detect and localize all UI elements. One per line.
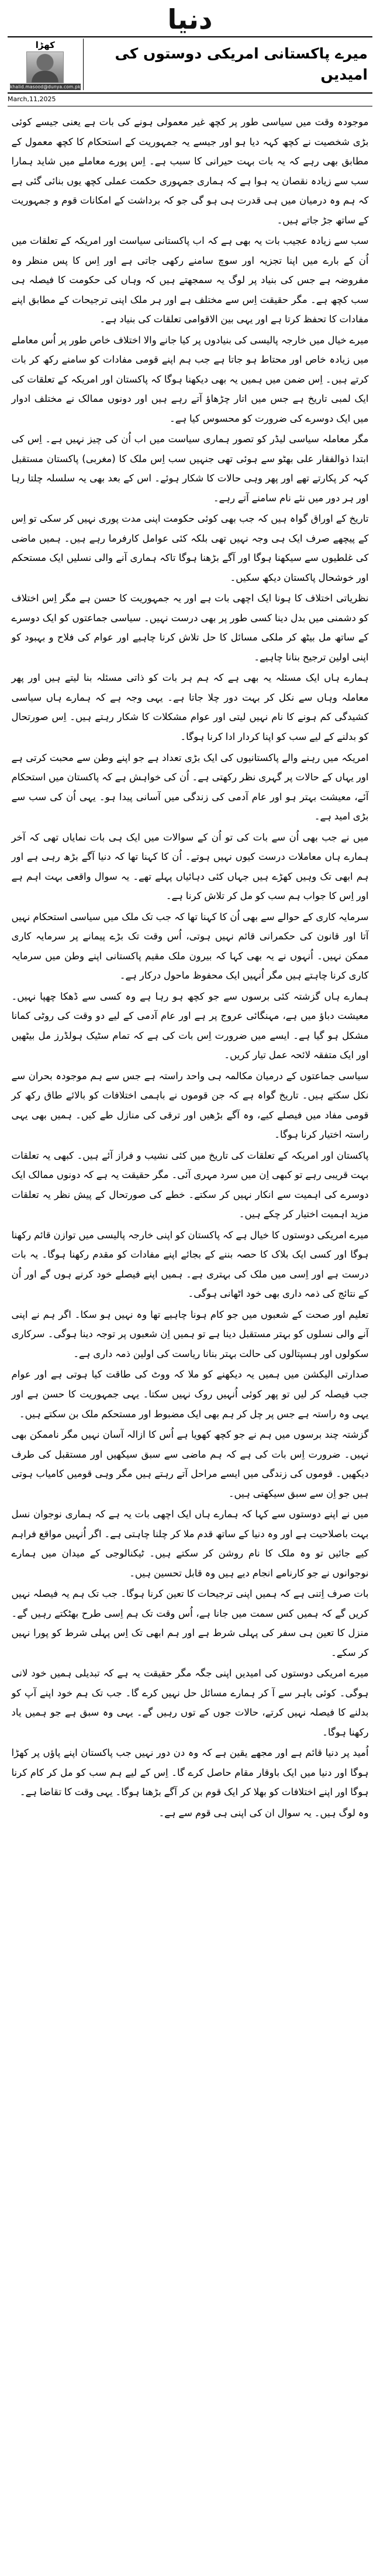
author-block [8,39,84,90]
article-header [8,39,372,94]
headline-wrap [84,39,372,90]
paragraph: میں نے جب بھی اُن سے بات کی تو اُن کے سوالات میں ایک ہی بات نمایاں تھی کہ آخر ہمارے ہاں معاملات درست کیوں نہیں ہوتے۔ اُن کا کہنا تھا کہ دنیا آگے بڑھ رہی ہے اور ہم ابھی تک وہیں کھڑے ہیں جہاں کئی دہائیاں پہلے تھے۔ یہ سوال واقعی بہت اہم ہے اور اِس کا جواب ہم سب کو مل کر تلاش کرنا ہے۔ [11,831,369,902]
paragraph: تعلیم اور صحت کے شعبوں میں جو کام ہونا چاہیے تھا وہ نہیں ہو سکا۔ اگر ہم نے اپنی آنے والی نسلوں کو بہتر مستقبل دینا ہے تو ہمیں اِن شعبوں پر توجہ دینا ہوگی۔ سرکاری سکولوں اور ہسپتالوں کی حالت بہتر بنانا ریاست کی اولین ذمہ داری ہے۔ [11,1308,369,1359]
article-date: March,11,2025 [8,95,56,103]
paragraph: میں نے اپنے دوستوں سے کہا کہ ہمارے ہاں ایک اچھی بات یہ ہے کہ ہماری نوجوان نسل بہت باصلاحیت ہے اور وہ دنیا کے ساتھ قدم ملا کر چلنا چاہتی ہے۔ اگر اُنہیں مواقع فراہم کیے جائیں تو وہ ملک کا نام روشن کر سکتے ہیں۔ ٹیکنالوجی کے میدان میں ہمارے نوجوانوں نے جو کارنامے انجام دیے ہیں وہ قابل تحسین ہیں۔ [11,1509,369,1579]
avatar [26,51,64,83]
paragraph: میرے امریکی دوستوں کی امیدیں اپنی جگہ مگر حقیقت یہ ہے کہ تبدیلی ہمیں خود لانی ہوگی۔ کوئی باہر سے آ کر ہمارے مسائل حل نہیں کرے گا۔ جب تک ہم خود اپنے آپ کو بدلنے کا فیصلہ نہیں کرتے، حالات جوں کے توں رہیں گے۔ یہی وہ سبق ہے جو ہمیں یاد رکھنا ہوگا۔ [11,1668,369,1738]
masthead-divider [8,36,372,37]
masthead-logo-icon: دنیا [167,4,213,35]
paragraph: سرمایہ کاری کے حوالے سے بھی اُن کا کہنا تھا کہ جب تک ملک میں سیاسی استحکام نہیں آتا اور قانون کی حکمرانی قائم نہیں ہوتی، اُس وقت تک بڑے پیمانے پر سرمایہ کاری ممکن نہیں۔ اُنہوں نے یہ بھی کہا کہ بیرون ملک مقیم پاکستانی اپنے وطن میں سرمایہ کاری کرنا چاہتے ہیں مگر اُنہیں ایک محفوظ ماحول درکار ہے۔ [11,911,369,982]
page-title: میرے پاکستانی امریکی دوستوں کی امیدیں [115,44,368,83]
masthead [0,0,380,39]
paragraph: اُمید پر دنیا قائم ہے اور مجھے یقین ہے کہ وہ دن دور نہیں جب پاکستان اپنے پاؤں پر کھڑا ہوگا اور دنیا میں ایک باوقار مقام حاصل کرے گا۔ اِس کے لیے ہم سب کو مل کر کام کرنا ہوگا اور اپنے اختلافات کو بھلا کر ایک قوم بن کر آگے بڑھنا ہوگا۔ یہی وقت کا تقاضا ہے۔ [11,1747,369,1798]
closing-line: وہ لوگ ہیں۔ یہ سوال ان کی اپنی ہی قوم سے ہے۔ [158,1807,369,1819]
column-kicker: کھڑا [35,40,55,50]
paragraph: امریکہ میں رہنے والے پاکستانیوں کی ایک بڑی تعداد ہے جو اپنے وطن سے محبت کرتی ہے اور یہاں کے حالات پر گہری نظر رکھتی ہے۔ اُن کی خواہش ہے کہ پاکستان میں استحکام آئے، معیشت بہتر ہو اور عام آدمی کی زندگی میں آسانی پیدا ہو۔ یہی اُن کی سب سے بڑی امید ہے۔ [11,752,369,822]
paragraph: پاکستان اور امریکہ کے تعلقات کی تاریخ میں کئی نشیب و فراز آئے ہیں۔ کبھی یہ تعلقات بہت قریبی رہے تو کبھی اِن میں سرد مہری آئی۔ مگر حقیقت یہ ہے کہ دونوں ممالک ایک دوسرے کی اہمیت سے انکار نہیں کر سکتے۔ خطے کی صورتحال کے پیش نظر یہ تعلقات مزید اہمیت اختیار کر چکے ہیں۔ [11,1149,369,1220]
paragraph: نظریاتی اختلاف کا ہونا ایک اچھی بات ہے اور یہ جمہوریت کا حسن ہے مگر اِس اختلاف کو دشمنی میں بدل دینا کسی طور پر بھی درست نہیں۔ سیاسی جماعتوں کو ایک دوسرے کے ساتھ مل بیٹھ کر ملکی مسائل کا حل تلاش کرنا چاہیے اور عوام کی فلاح و بہبود کو اپنی اولین ترجیح بنانا چاہیے۔ [11,593,369,663]
paragraph: میرے خیال میں خارجہ پالیسی کی بنیادوں پر کیا جانے والا اختلاف خاص طور پر اُس معاملے میں زیادہ خاص اور محتاط ہو جاتا ہے جب ہم اپنے قومی مفادات کو سامنے رکھ کر بات کرتے ہیں۔ اِس ضمن میں ہمیں یہ بھی دیکھنا ہوگا کہ پاکستان اور امریکہ کے تعلقات کی ایک لمبی تاریخ ہے جس میں اتار چڑھاؤ آتے رہے ہیں اور دونوں ممالک نے مختلف ادوار میں ایک دوسرے کی ضرورت کو محسوس کیا ہے۔ [11,334,369,424]
paragraph: ہمارے ہاں ایک مسئلہ یہ بھی ہے کہ ہم ہر بات کو ذاتی مسئلہ بنا لیتے ہیں اور پھر معاملہ وہاں سے نکل کر بہت دور چلا جاتا ہے۔ یہی وجہ ہے کہ ہمارے ہاں سیاسی کشیدگی کم ہونے کا نام نہیں لیتی اور عوام مشکلات کا شکار رہتے ہیں۔ اِس صورتحال کو بدلنے کے لیے سب کو اپنا کردار ادا کرنا ہوگا۔ [11,672,369,742]
paragraph: موجودہ وقت میں سیاسی طور پر کچھ غیر معمولی ہونے کی بات ہے یعنی جیسے کوئی بڑی شخصیت نے کچھ کہہ دیا ہو اور جیسے یہ جمہوریت کے استحکام کا کچھ معمول کے مطابق بھی رہے کہ یہ بات بہت حیرانی کا سبب ہے۔ اِس پورے معاملے میں شاید ہمارا سب سے زیادہ نقصان یہ ہوا ہے کہ ہماری جمہوری حکمت عملی کچھ یوں بنائی گئی ہے کہ ہم وہ درمیان میں ہی قدرت ہی ہو گی جو کہ برداشت کے امکانات قوم و جمہوریت کے ساتھ جڑ جاتے ہیں۔ [11,116,369,226]
author-contact: khalid.masood@dunya.com.pk [10,84,81,89]
dateline-row [8,94,372,106]
paragraph: میرے امریکی دوستوں کا خیال ہے کہ پاکستان کو اپنی خارجہ پالیسی میں توازن قائم رکھنا ہوگا اور کسی ایک بلاک کا حصہ بننے کے بجائے اپنے مفادات کو مقدم رکھنا ہوگا۔ یہ بات درست ہے اور اِسی میں ملک کی بہتری ہے۔ ہمیں اپنے فیصلے خود کرنے ہوں گے اور اُن کے نتائج کی ذمہ داری بھی خود اٹھانی ہوگی۔ [11,1229,369,1300]
paragraph: صدارتی الیکشن میں ہمیں یہ دیکھنے کو ملا کہ ووٹ کی طاقت کیا ہوتی ہے اور عوام جب فیصلہ کر لیں تو پھر کوئی اُنہیں روک نہیں سکتا۔ یہی جمہوریت کا حسن ہے اور یہی وہ راستہ ہے جس پر چل کر ہم بھی ایک مضبوط اور مستحکم ملک بن سکتے ہیں۔ [11,1369,369,1420]
paragraph: تاریخ کے اوراق گواہ ہیں کہ جب بھی کوئی حکومت اپنی مدت پوری نہیں کر سکی تو اِس کے پیچھے صرف ایک ہی وجہ نہیں تھی بلکہ کئی عوامل کارفرما رہے ہیں۔ ہمیں ماضی کی غلطیوں سے سیکھنا ہوگا اور آگے بڑھنا ہوگا تاکہ ہماری آنے والی نسلیں ایک مستحکم اور خوشحال پاکستان دیکھ سکیں۔ [11,513,369,583]
paragraph: گزشتہ چند برسوں میں ہم نے جو کچھ کھویا ہے اُس کا ازالہ آسان نہیں مگر ناممکن بھی نہیں۔ ضرورت اِس بات کی ہے کہ ہم ماضی سے سبق سیکھیں اور مستقبل کی طرف دیکھیں۔ قوموں کی زندگی میں ایسے مراحل آتے رہتے ہیں مگر وہی قومیں کامیاب ہوتی ہیں جو اِن سے سبق سیکھتی ہیں۔ [11,1429,369,1499]
paragraph: بات صرف اِتنی ہے کہ ہمیں اپنی ترجیحات کا تعین کرنا ہوگا۔ جب تک ہم یہ فیصلہ نہیں کریں گے کہ ہمیں کس سمت میں جانا ہے، اُس وقت تک ہم اِسی طرح بھٹکتے رہیں گے۔ منزل کا تعین ہی سفر کی پہلی شرط ہے اور ہم ابھی تک اِس پہلی شرط کو پورا نہیں کر سکے۔ [11,1588,369,1658]
paragraph: مگر معاملہ سیاسی لیڈر کو تصور ہماری سیاست میں اب اُن کی چیز نہیں ہے۔ اِس کی ابتدا ذوالفقار علی بھٹو سے ہوئی تھی جنہیں سب اِس ملک کا (مغربی) پاکستان مستقبل کہہ کر پکارتے تھے اور پھر وہی حالات کا شکار ہوئے۔ اس کے بعد بھی یہ سلسلہ چلتا رہا اور ہر دور میں نئے نام سامنے آتے رہے۔ [11,433,369,504]
paragraph: سب سے زیادہ عجیب بات یہ بھی ہے کہ اب پاکستانی سیاست اور امریکہ کے تعلقات میں اُن کے بارے میں اپنا تجزیہ اور سوچ سامنے رکھی جاتی ہے اور اِس کا پس منظر وہ مفروضہ ہے جس کی بنیاد پر لوگ یہ سمجھتے ہیں کہ وہاں کی حکومت کا فیصلہ ہی سب کچھ ہے۔ مگر حقیقت اِس سے مختلف ہے اور ہر ملک اپنی ترجیحات کے مطابق اپنے مفادات کا تحفظ کرتا ہے اور یہی بین الاقوامی تعلقات کی بنیاد ہے۔ [11,235,369,325]
paragraph: سیاسی جماعتوں کے درمیان مکالمہ ہی واحد راستہ ہے جس سے ہم موجودہ بحران سے نکل سکتے ہیں۔ تاریخ گواہ ہے کہ جن قوموں نے باہمی اختلافات کو بالائے طاق رکھ کر قومی مفاد میں فیصلے کیے، وہ آگے بڑھیں اور ترقی کی منازل طے کیں۔ ہمیں بھی یہی راستہ اختیار کرنا ہوگا۔ [11,1070,369,1141]
article-body [12,106,369,1823]
paragraph: ہمارے ہاں گزشتہ کئی برسوں سے جو کچھ ہو رہا ہے وہ کسی سے ڈھکا چھپا نہیں۔ معیشت دباؤ میں ہے، مہنگائی عروج پر ہے اور عام آدمی کے لیے دو وقت کی روٹی کمانا مشکل ہو گیا ہے۔ ایسے میں ضرورت اِس بات کی ہے کہ تمام سٹیک ہولڈرز مل بیٹھیں اور ایک متفقہ لائحہ عمل تیار کریں۔ [11,990,369,1061]
